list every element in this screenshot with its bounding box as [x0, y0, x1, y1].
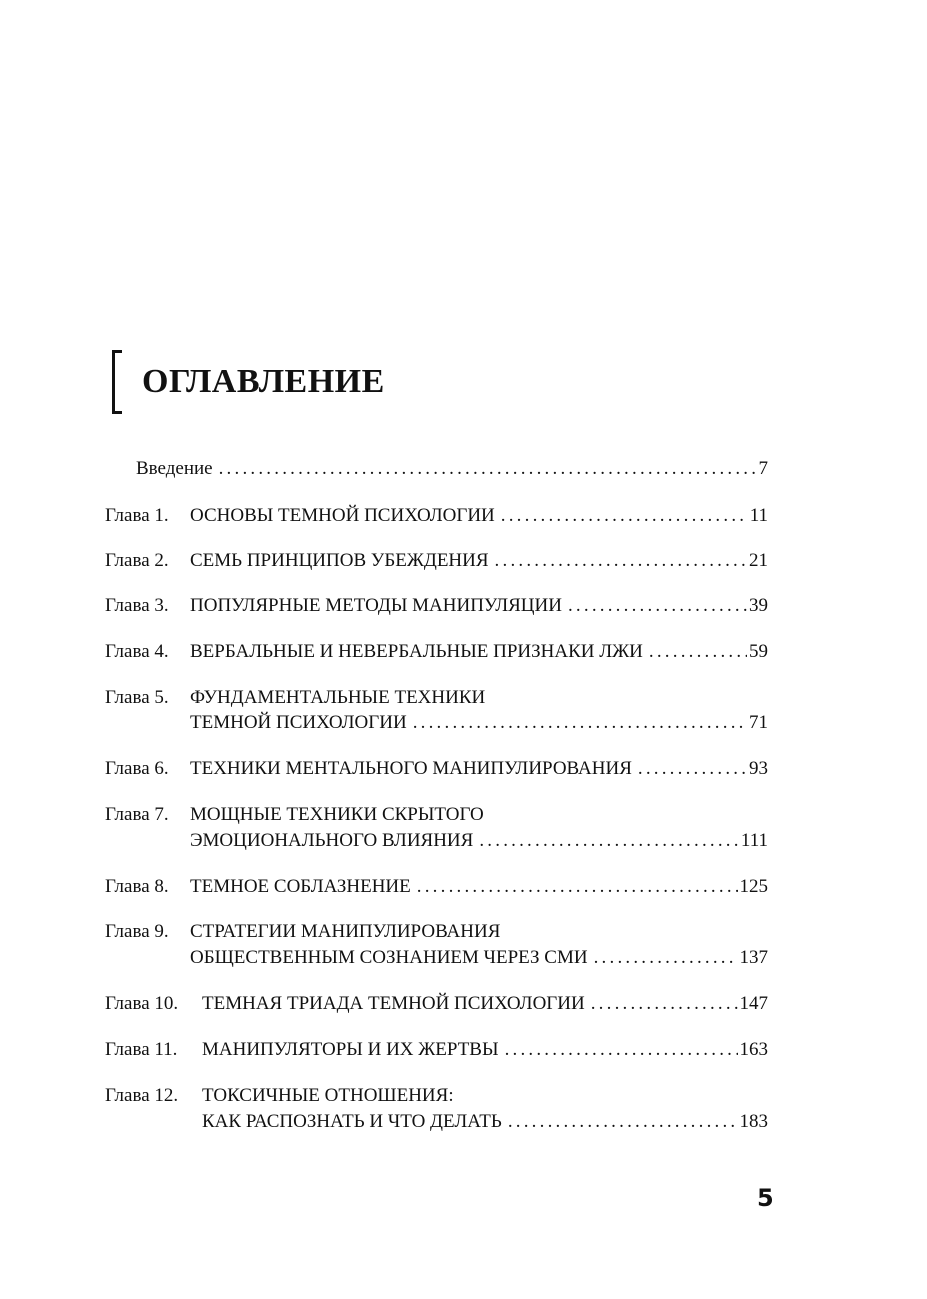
entry-page: 11 [749, 505, 768, 526]
toc-entry-ch1[interactable] [190, 504, 768, 528]
entry-title-line2: ТЕМНОЙ ПСИХОЛОГИИ [190, 712, 407, 733]
entry-title-line1[interactable]: ТОКСИЧНЫЕ ОТНОШЕНИЯ: [202, 1085, 454, 1106]
entry-page: 71 [749, 712, 768, 733]
chapter-label: Глава 7. [105, 804, 169, 825]
entry-page: 163 [739, 1039, 768, 1060]
entry-title: ВЕРБАЛЬНЫЕ И НЕВЕРБАЛЬНЫЕ ПРИЗНАКИ ЛЖИ [190, 641, 643, 662]
toc-entry-ch3[interactable] [190, 594, 768, 618]
entry-title: ПОПУЛЯРНЫЕ МЕТОДЫ МАНИПУЛЯЦИИ [190, 595, 562, 616]
leader-dots [479, 829, 739, 853]
chapter-label: Глава 6. [105, 758, 169, 779]
chapter-label: Глава 5. [105, 687, 169, 708]
leader-dots [638, 757, 747, 781]
toc-entry-intro[interactable] [136, 457, 768, 481]
page-title: ОГЛАВЛЕНИЕ [142, 363, 385, 400]
chapter-label: Глава 12. [105, 1085, 179, 1106]
entry-page: 7 [758, 458, 768, 479]
entry-page: 111 [740, 830, 768, 851]
chapter-label: Глава 2. [105, 550, 169, 571]
entry-title: ТЕХНИКИ МЕНТАЛЬНОГО МАНИПУЛИРОВАНИЯ [190, 758, 632, 779]
entry-page: 93 [749, 758, 768, 779]
toc-entry-ch6[interactable] [190, 757, 768, 781]
leader-dots [649, 640, 747, 664]
leader-dots [417, 875, 738, 899]
entry-page: 183 [739, 1111, 768, 1132]
leader-dots [508, 1110, 738, 1134]
entry-title: ОСНОВЫ ТЕМНОЙ ПСИХОЛОГИИ [190, 505, 495, 526]
left-bracket-decoration [112, 350, 122, 414]
entry-page: 39 [749, 595, 768, 616]
leader-dots [568, 594, 747, 618]
entry-title: МАНИПУЛЯТОРЫ И ИХ ЖЕРТВЫ [202, 1039, 499, 1060]
entry-title-line2: КАК РАСПОЗНАТЬ И ЧТО ДЕЛАТЬ [202, 1111, 502, 1132]
entry-title-line2: ОБЩЕСТВЕННЫМ СОЗНАНИЕМ ЧЕРЕЗ СМИ [190, 947, 588, 968]
toc-entry-ch2[interactable] [190, 549, 768, 573]
entry-title: ТЕМНОЕ СОБЛАЗНЕНИЕ [190, 876, 411, 897]
entry-title: Введение [136, 458, 213, 479]
page-number: 5 [757, 1184, 774, 1212]
chapter-label: Глава 10. [105, 993, 179, 1014]
chapter-label: Глава 4. [105, 641, 169, 662]
entry-title-line1[interactable]: ФУНДАМЕНТАЛЬНЫЕ ТЕХНИКИ [190, 687, 486, 708]
toc-entry-ch4[interactable] [190, 640, 768, 664]
leader-dots [495, 549, 747, 573]
chapter-label: Глава 9. [105, 921, 169, 942]
toc-entry-ch8[interactable] [190, 875, 768, 899]
entry-page: 59 [749, 641, 768, 662]
entry-title-line2: ЭМОЦИОНАЛЬНОГО ВЛИЯНИЯ [190, 830, 474, 851]
toc-entry-ch5[interactable] [190, 711, 768, 735]
leader-dots [505, 1038, 738, 1062]
entry-page: 137 [739, 947, 768, 968]
leader-dots [501, 504, 748, 528]
entry-title-line1[interactable]: СТРАТЕГИИ МАНИПУЛИРОВАНИЯ [190, 921, 501, 942]
toc-entry-ch9[interactable] [190, 946, 768, 970]
leader-dots [413, 711, 747, 735]
leader-dots [219, 457, 757, 481]
entry-page: 147 [739, 993, 768, 1014]
chapter-label: Глава 3. [105, 595, 169, 616]
toc-entry-ch12[interactable] [202, 1110, 768, 1134]
leader-dots [591, 992, 738, 1016]
entry-title: ТЕМНАЯ ТРИАДА ТЕМНОЙ ПСИХОЛОГИИ [202, 993, 585, 1014]
chapter-label: Глава 1. [105, 505, 169, 526]
toc-entry-ch11[interactable] [202, 1038, 768, 1062]
entry-page: 21 [749, 550, 768, 571]
entry-title: СЕМЬ ПРИНЦИПОВ УБЕЖДЕНИЯ [190, 550, 489, 571]
leader-dots [594, 946, 738, 970]
chapter-label: Глава 11. [105, 1039, 178, 1060]
chapter-label: Глава 8. [105, 876, 169, 897]
toc-entry-ch7[interactable] [190, 829, 768, 853]
entry-page: 125 [739, 876, 768, 897]
entry-title-line1[interactable]: МОЩНЫЕ ТЕХНИКИ СКРЫТОГО [190, 804, 484, 825]
toc-entry-ch10[interactable] [202, 992, 768, 1016]
